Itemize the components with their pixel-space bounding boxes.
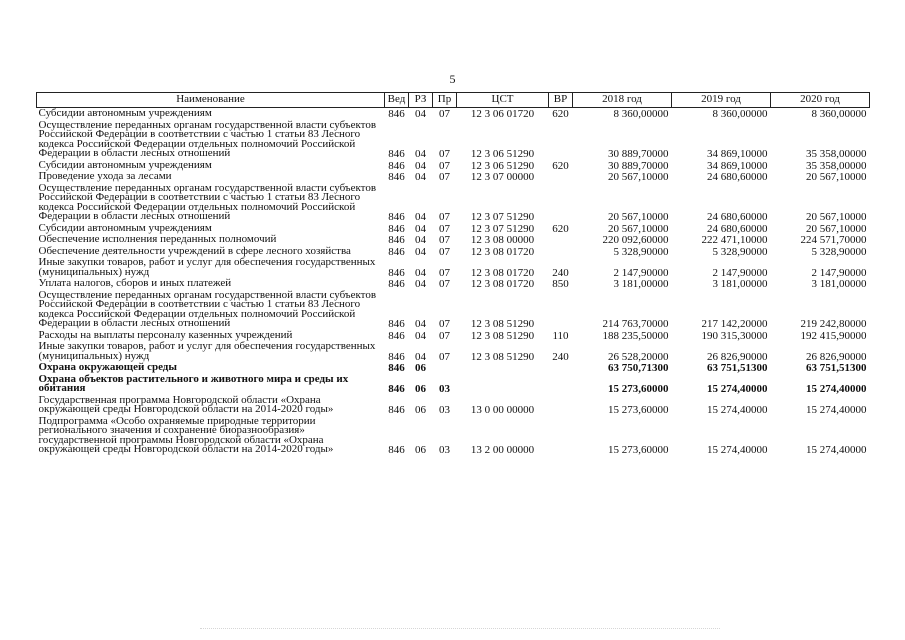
header-2018: 2018 год — [573, 93, 672, 108]
cell-pr: 07 — [439, 234, 450, 246]
cell-cst: 13 0 00 00000 — [470, 404, 535, 416]
cell-name: Расходы на выплаты персоналу казенных учреждений — [38, 328, 293, 341]
header-ved: Вед — [385, 93, 409, 108]
table-header — [37, 93, 870, 108]
cell-ved: 846 — [388, 222, 405, 235]
table-row — [37, 171, 870, 183]
header-cst: ЦСТ — [457, 93, 549, 108]
cell-pr: 07 — [439, 222, 450, 235]
cell-cst: 12 3 06 01720 — [470, 108, 535, 120]
cell-ved: 846 — [388, 234, 405, 246]
cell-pr: 07 — [439, 266, 450, 279]
cell-name: Иные закупки товаров, работ и услуг для обеспечения государственных (муниципальных) нужд — [38, 340, 376, 362]
cell-cst — [457, 362, 549, 374]
table-row — [37, 278, 870, 290]
cell-rz: 04 — [415, 350, 426, 363]
cell-pr: 07 — [439, 108, 450, 120]
cell-name: Осуществление переданных органам государственной власти субъектов Российской Федерации в соответствии с частью 1 статьи 83 Лесного кодекса Российской Федерации отдельных полномочий Российской Федерации в области лесных отношений — [38, 118, 377, 159]
cell-rz: 06 — [415, 404, 426, 416]
cell-rz: 04 — [415, 211, 426, 223]
cell-cst: 12 3 07 51290 — [470, 222, 535, 235]
cell-2020: 2 147,90000 — [811, 266, 867, 279]
cell-name: Субсидии автономным учреждениям — [38, 107, 212, 119]
cell-2019: 8 360,00000 — [712, 108, 768, 120]
cell-2019: 34 869,10000 — [707, 159, 768, 172]
cell-2020: 26 826,90000 — [806, 350, 867, 363]
cell-pr: 03 — [439, 383, 450, 395]
cell-2018: 220 092,60000 — [602, 234, 669, 246]
cell-2020: 15 274,40000 — [806, 404, 867, 416]
cell-name: Уплата налогов, сборов и иных платежей — [38, 277, 232, 289]
header-2019: 2019 год — [672, 93, 771, 108]
cell-cst: 12 3 06 51290 — [470, 148, 535, 160]
cell-ved: 846 — [388, 148, 405, 160]
cell-2019: 24 680,60000 — [707, 171, 768, 183]
header-name: Наименование — [37, 93, 385, 108]
cell-2018: 5 328,90000 — [613, 245, 669, 258]
table-row — [37, 183, 870, 223]
cell-2020: 15 274,40000 — [806, 383, 867, 395]
cell-ved: 846 — [388, 245, 405, 258]
cell-vr — [549, 395, 573, 416]
cell-2020: 20 567,10000 — [806, 171, 867, 183]
cell-name: Осуществление переданных органам государственной власти субъектов Российской Федерации в соответствии с частью 1 статьи 83 Лесного кодекса Российской Федерации отдельных полномочий Российской Федерации в области лесных отношений — [38, 181, 377, 222]
cell-ved: 846 — [388, 404, 405, 416]
cell-pr: 07 — [439, 148, 450, 160]
cell-2019: 15 274,40000 — [707, 444, 768, 456]
cell-2018: 30 889,70000 — [608, 148, 669, 160]
cell-2019: 15 274,40000 — [707, 404, 768, 416]
cell-name: Государственная программа Новгородской области «Охрана окружающей среды Новгородской области на 2014-2020 годы» — [38, 393, 334, 415]
cell-name: Обеспечение деятельности учреждений в сфере лесного хозяйства — [38, 244, 351, 257]
cell-2020: 192 415,90000 — [800, 329, 867, 342]
cell-cst: 12 3 08 51290 — [470, 329, 535, 342]
cell-cst: 13 2 00 00000 — [470, 444, 535, 456]
cell-rz: 04 — [415, 234, 426, 246]
cell-vr — [549, 246, 573, 258]
cell-ved: 846 — [388, 171, 405, 183]
cell-2020: 63 751,51300 — [806, 362, 867, 374]
cell-2018: 188 235,50000 — [602, 329, 669, 342]
cell-vr — [549, 374, 573, 395]
table-row — [37, 108, 870, 120]
cell-rz: 04 — [415, 266, 426, 279]
cell-2018: 8 360,00000 — [613, 108, 669, 120]
cell-pr: 07 — [439, 350, 450, 363]
cell-name: Охрана объектов растительного и животного мира и среды их обитания — [38, 372, 349, 394]
cell-rz: 04 — [415, 159, 426, 172]
cell-2019: 222 471,10000 — [701, 234, 768, 246]
cell-vr: 620 — [552, 108, 569, 120]
cell-ved: 846 — [388, 211, 405, 223]
cell-2018: 3 181,00000 — [613, 278, 669, 290]
cell-rz: 06 — [415, 383, 426, 395]
cell-name: Осуществление переданных органам государственной власти субъектов Российской Федерации в соответствии с частью 1 статьи 83 Лесного кодекса Российской Федерации отдельных полномочий Российской Федерации в области лесных отношений — [38, 288, 377, 329]
header-rz: РЗ — [409, 93, 433, 108]
cell-pr: 03 — [439, 404, 450, 416]
cell-2019: 190 315,30000 — [701, 329, 768, 342]
cell-2019: 26 826,90000 — [707, 350, 768, 363]
table-row — [37, 395, 870, 416]
header-pr: Пр — [433, 93, 457, 108]
cell-name: Иные закупки товаров, работ и услуг для обеспечения государственных (муниципальных) нужд — [38, 256, 376, 278]
cell-ved: 846 — [388, 444, 405, 456]
cell-vr: 850 — [552, 278, 569, 290]
cell-2018: 20 567,10000 — [608, 222, 669, 235]
cell-ved: 846 — [388, 278, 405, 290]
cell-pr: 07 — [439, 318, 450, 330]
cell-cst: 12 3 06 51290 — [470, 159, 535, 172]
cell-2019: 3 181,00000 — [712, 278, 768, 290]
header-2020: 2020 год — [771, 93, 870, 108]
cell-rz: 04 — [415, 171, 426, 183]
cell-vr — [549, 171, 573, 183]
cell-2019: 24 680,60000 — [707, 211, 768, 223]
cell-2020: 8 360,00000 — [811, 108, 867, 120]
cell-2020: 5 328,90000 — [811, 245, 867, 258]
cell-name: Обеспечение исполнения переданных полномочий — [38, 233, 277, 245]
cell-2018: 20 567,10000 — [608, 171, 669, 183]
cell-pr: 07 — [439, 171, 450, 183]
cell-ved: 846 — [388, 318, 405, 330]
cell-name: Охрана окружающей среды — [38, 361, 177, 373]
cell-2018: 15 273,60000 — [608, 404, 669, 416]
cell-pr: 07 — [439, 159, 450, 172]
cell-vr: 240 — [552, 266, 569, 279]
cell-name: Субсидии автономным учреждениям — [38, 221, 212, 234]
cell-cst: 12 3 08 51290 — [470, 350, 535, 363]
cell-cst: 12 3 07 51290 — [470, 211, 535, 223]
cell-cst: 12 3 08 51290 — [470, 318, 535, 330]
cell-cst: 12 3 08 01720 — [470, 245, 535, 258]
cell-ved: 846 — [388, 362, 405, 374]
cell-2018: 15 273,60000 — [608, 383, 669, 395]
cell-rz: 04 — [415, 108, 426, 120]
cell-2020: 35 358,00000 — [806, 159, 867, 172]
cell-vr — [549, 362, 573, 374]
cell-cst: 12 3 08 01720 — [470, 278, 535, 290]
cell-2018: 2 147,90000 — [613, 266, 669, 279]
cell-vr — [549, 234, 573, 246]
page-edge-marks — [200, 628, 720, 635]
cell-2019: 2 147,90000 — [712, 266, 768, 279]
cell-vr — [549, 290, 573, 330]
cell-2019: 217 142,20000 — [701, 318, 768, 330]
cell-rz: 04 — [415, 148, 426, 160]
cell-2020: 224 571,70000 — [800, 234, 867, 246]
cell-rz: 04 — [415, 222, 426, 235]
cell-cst: 12 3 08 01720 — [470, 266, 535, 279]
cell-rz: 04 — [415, 329, 426, 342]
cell-pr — [433, 362, 457, 374]
table-row — [37, 341, 870, 362]
cell-2020: 219 242,80000 — [800, 318, 867, 330]
cell-2018: 15 273,60000 — [608, 444, 669, 456]
cell-vr: 620 — [552, 222, 569, 235]
header-vr: ВР — [549, 93, 573, 108]
budget-table — [36, 92, 870, 456]
cell-2019: 5 328,90000 — [712, 245, 768, 258]
cell-ved: 846 — [388, 329, 405, 342]
cell-vr — [549, 183, 573, 223]
cell-name: Подпрограмма «Особо охраняемые природные территории регионального значения и сохранение биоразнообразия» государственной программы Новгородской области «Охрана окружающей среды Новгородской области на 2014-2020 годы» — [38, 414, 334, 455]
cell-ved: 846 — [388, 266, 405, 279]
cell-2018: 30 889,70000 — [608, 159, 669, 172]
cell-vr: 240 — [552, 350, 569, 363]
cell-vr: 110 — [552, 329, 569, 342]
cell-name: Проведение ухода за лесами — [38, 170, 172, 182]
cell-2018: 63 750,71300 — [608, 362, 669, 374]
cell-pr: 07 — [439, 278, 450, 290]
cell-ved: 846 — [388, 108, 405, 120]
cell-cst: 12 3 08 00000 — [470, 234, 535, 246]
cell-vr — [549, 416, 573, 456]
table-body — [37, 108, 870, 456]
cell-ved: 846 — [388, 383, 405, 395]
cell-pr: 07 — [439, 329, 450, 342]
cell-2020: 35 358,00000 — [806, 148, 867, 160]
cell-2020: 20 567,10000 — [806, 211, 867, 223]
cell-ved: 846 — [388, 159, 405, 172]
table-row — [37, 362, 870, 374]
cell-2018: 26 528,20000 — [608, 350, 669, 363]
table-row — [37, 120, 870, 160]
page-number: 5 — [449, 72, 456, 86]
cell-rz: 06 — [415, 362, 426, 374]
cell-2020: 15 274,40000 — [806, 444, 867, 456]
table-row — [37, 416, 870, 456]
cell-cst — [457, 374, 549, 395]
cell-cst: 12 3 07 00000 — [470, 171, 535, 183]
cell-2018: 214 763,70000 — [602, 318, 669, 330]
table-row — [37, 374, 870, 395]
cell-name: Субсидии автономным учреждениям — [38, 158, 212, 171]
cell-2020: 20 567,10000 — [806, 222, 867, 235]
cell-2019: 24 680,60000 — [707, 222, 768, 235]
cell-2019: 63 751,51300 — [707, 362, 768, 374]
table-row — [37, 290, 870, 330]
cell-rz: 04 — [415, 278, 426, 290]
cell-ved: 846 — [388, 350, 405, 363]
cell-pr: 07 — [439, 245, 450, 258]
cell-2019: 15 274,40000 — [707, 383, 768, 395]
cell-vr — [549, 120, 573, 160]
cell-2020: 3 181,00000 — [811, 278, 867, 290]
cell-pr: 07 — [439, 211, 450, 223]
table-row — [37, 234, 870, 246]
cell-rz: 06 — [415, 444, 426, 456]
cell-pr: 03 — [439, 444, 450, 456]
table-row — [37, 257, 870, 278]
cell-2019: 34 869,10000 — [707, 148, 768, 160]
cell-rz: 04 — [415, 318, 426, 330]
cell-rz: 04 — [415, 245, 426, 258]
cell-2018: 20 567,10000 — [608, 211, 669, 223]
cell-vr: 620 — [552, 159, 569, 172]
